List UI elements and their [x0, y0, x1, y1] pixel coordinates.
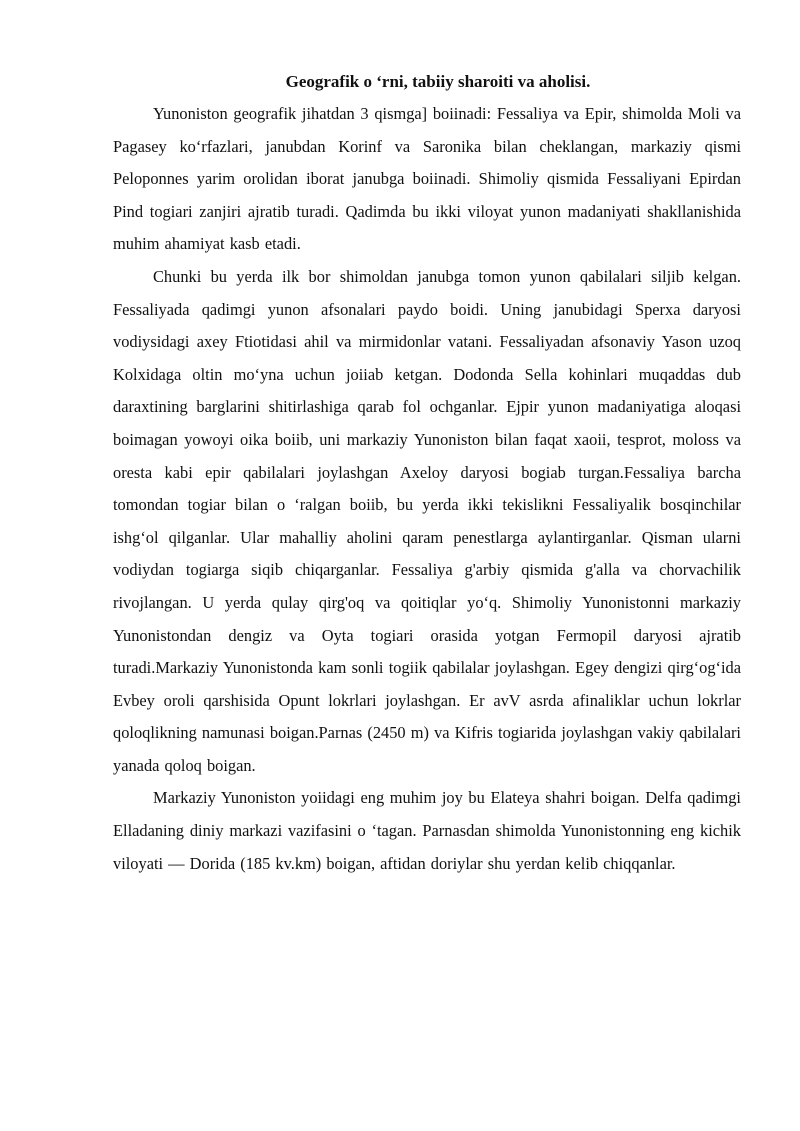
paragraph-3: Markaziy Yunoniston yoiidagi eng muhim joy bu Elateya shahri boigan. Delfa qadimgi Elladaning diniy markazi vazifasini o ‘tagan. Parnasdan shimolda Yunonistonning eng kichik viloyati — Dorida (185 kv.km) boigan, aftidan doriylar shu yerdan kelib chiqqanlar.	[113, 788, 741, 873]
document-page	[113, 70, 741, 880]
paragraph-2: Chunki bu yerda ilk bor shimoldan janubga tomon yunon qabilalari siljib kelgan. Fessaliyada qadimgi yunon afsonalari paydo boidi. Uning janubidagi Sperxa daryosi vodiysidagi axey Ftiotidasi ahil va mirmidonlar vatani. Fessaliyadan afsonaviy Yason uzoq Kolxidaga oltin mo‘yna uchun joiiab ketgan. Dodonda Sella kohinlari muqaddas dub daraxtining barglarini shitirlashiga qarab fol ochganlar. Ejpir yunon madaniyatiga aloqasi boimagan yowoyi oika boiib, uni markaziy Yunoniston bilan faqat xaoii, tesprot, moloss va oresta kabi epir qabilalari joylashgan Axeloy daryosi bogiab turgan.Fessaliya barcha tomondan togiar bilan o ‘ralgan boiib, bu yerda ikki tekislikni Fessaliyalik bosqinchilar ishg‘ol qilganlar. Ular mahalliy aholini qaram penestlarga aylantirganlar. Qisman ularni vodiydan togiarga siqib chiqarganlar. Fessaliya g'arbiy qismida g'alla va chorvachilik rivojlangan. U yerda qulay qirg'oq va qoitiqlar yo‘q. Shimoliy Yunonistonni markaziy Yunonistondan dengiz va Oyta togiari orasida yotgan Fermopil daryosi ajratib turadi.Markaziy Yunonistonda kam sonli togiik qabilalar joylashgan. Egey dengizi qirg‘og‘ida Evbey oroli qarshisida Opunt lokrlari joylashgan. Er avV asrda afinaliklar uchun lokrlar qoloqlikning namunasi boigan.Parnas (2450 m) va Kifris togiarida joylashgan vakiy qabilalari yanada qoloq boigan.	[113, 266, 741, 775]
document-title: Geografik o ‘rni, tabiiy sharoiti va aholisi.	[285, 72, 591, 91]
paragraph-1: Yunoniston geografik jihatdan 3 qismga] boiinadi: Fessaliya va Epir, shimolda Moli va Pagasey ko‘rfazlari, janubdan Korinf va Saronika bilan cheklangan, markaziy qismi Peloponnes yarim orolidan iborat janubga boiinadi. Shimoliy qismida Fessaliyani Epirdan Pind togiari zanjiri ajratib turadi. Qadimda bu ikki viloyat yunon madaniyati shakllanishida muhim ahamiyat kasb etadi.	[113, 104, 741, 254]
